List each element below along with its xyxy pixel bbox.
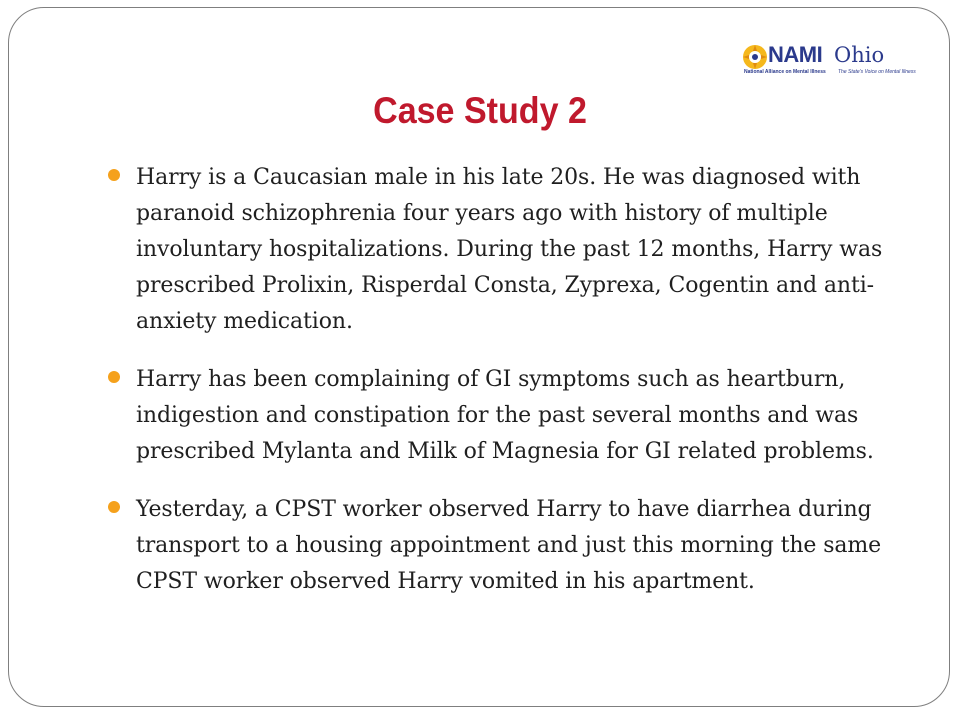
logo-state-text: Ohio	[834, 43, 885, 67]
bullet-item	[108, 362, 908, 470]
bullet-item	[108, 160, 908, 340]
bullet-text: Harry has been complaining of GI symptoms such as heartburn, indigestion and constipation for the past several months and was prescribed Mylanta and Milk of Magnesia for GI related problems.	[136, 367, 874, 464]
bullet-dot-icon	[108, 169, 120, 181]
nami-ohio-logo	[740, 42, 916, 78]
logo-brand-text: NAMI	[768, 42, 823, 67]
logo-tagline-right: The State's Voice on Mental Illness	[838, 69, 916, 75]
bullet-text: Harry is a Caucasian male in his late 20s. He was diagnosed with paranoid schizophrenia four years ago with history of multiple involuntary hospitalizations. During the past 12 months, Harry was prescribed Prolixin, Risperdal Consta, Zyprexa, Cogentin and anti-anxiety medication.	[136, 165, 883, 334]
slide-title: Case Study 2	[373, 90, 587, 131]
bullet-list	[108, 160, 908, 622]
logo-tagline-left: National Alliance on Mental Illness	[744, 69, 826, 75]
bullet-text: Yesterday, a CPST worker observed Harry to have diarrhea during transport to a housing appointment and just this morning the same CPST worker observed Harry vomited in his apartment.	[136, 497, 882, 594]
bullet-dot-icon	[108, 371, 120, 383]
bullet-dot-icon	[108, 501, 120, 513]
bullet-item	[108, 492, 908, 600]
nami-sunburst-icon	[740, 42, 770, 72]
